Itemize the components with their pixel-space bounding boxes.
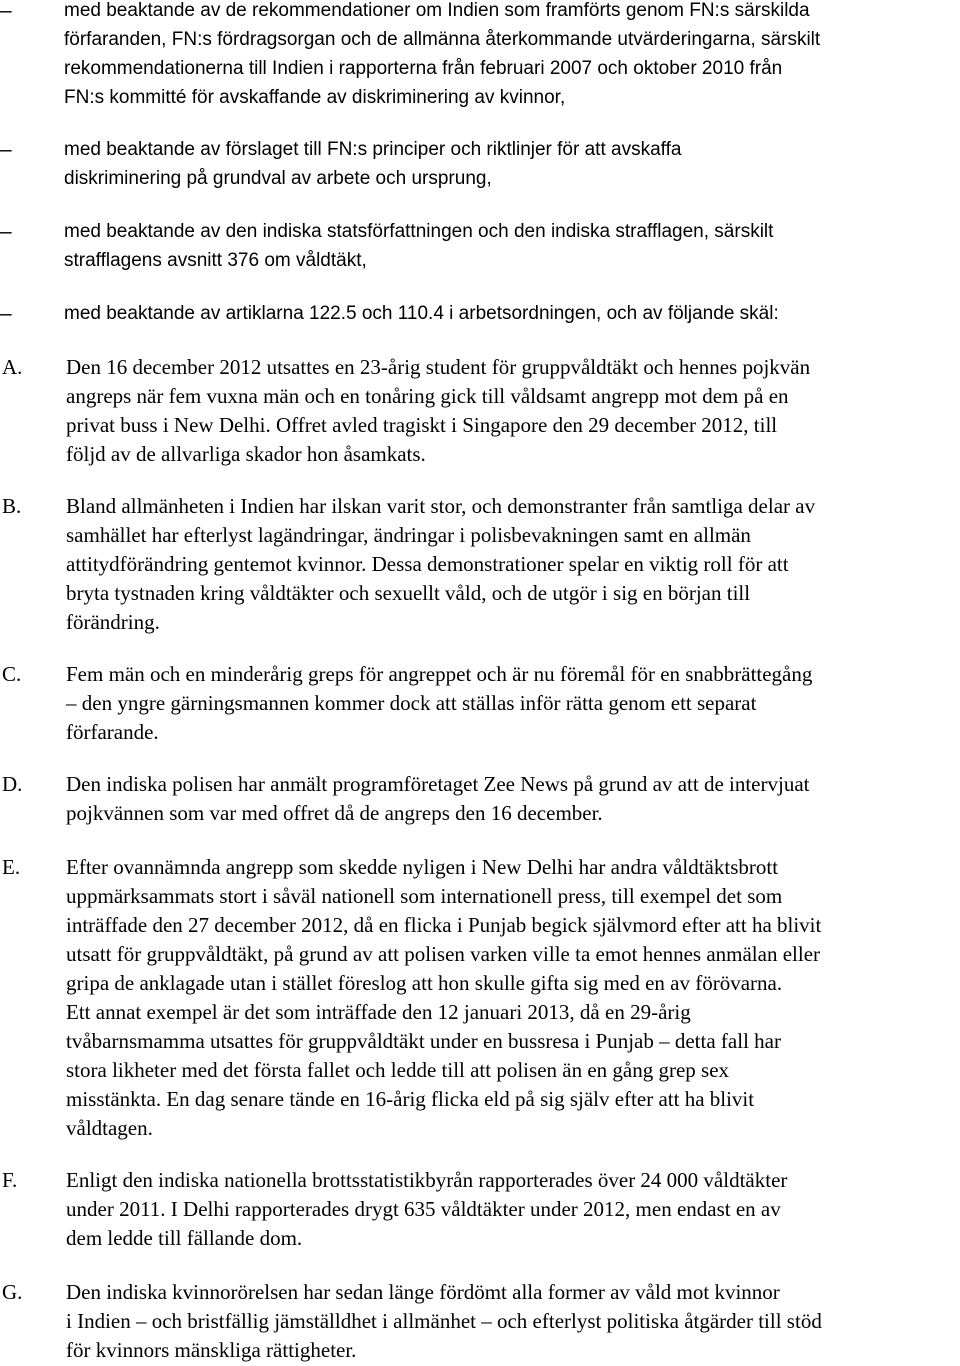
recital-item-e [0, 853, 960, 1143]
text-line: för kvinnors mänskliga rättigheter. [66, 1338, 357, 1362]
recital-marker: A. [2, 355, 23, 379]
text-line: pojkvännen som var med offret då de angreps den 16 december. [66, 801, 603, 825]
text-line: Den 16 december 2012 utsattes en 23-årig student för gruppvåldtäkt och hennes pojkvän [66, 355, 811, 379]
text-line: diskriminering på grundval av arbete och ursprung, [64, 168, 492, 189]
text-line: Fem män och en minderårig greps för angreppet och är nu föremål för en snabbrättegång [66, 662, 813, 686]
recital-item-f [0, 1166, 960, 1253]
text-line: uppmärksammats stort i såväl nationell som internationell press, till exempel det som [66, 884, 783, 908]
recital-text [66, 1166, 960, 1253]
text-line: i Indien – och bristfällig jämställdhet i allmänhet – och efterlyst politiska åtgärder till stöd [66, 1309, 822, 1333]
text-line: med beaktande av förslaget till FN:s principer och riktlinjer för att avskaffa [64, 139, 682, 160]
text-line: Den indiska kvinnorörelsen har sedan länge fördömt alla former av våld mot kvinnor [66, 1280, 780, 1304]
dash-item [0, 299, 960, 328]
text-line: rekommendationerna till Indien i rapporterna från februari 2007 och oktober 2010 från [64, 58, 783, 79]
dash-item [0, 217, 960, 275]
text-line: Bland allmänheten i Indien har ilskan varit stor, och demonstranter från samtliga delar av [66, 494, 816, 518]
recital-text [66, 492, 960, 637]
text-line: Efter ovannämnda angrepp som skedde nyligen i New Delhi har andra våldtäktsbrott [66, 855, 779, 879]
dash-marker: – [0, 138, 12, 161]
text-line: stora likheter med det första fallet och ledde till att polisen än en gång grep sex [66, 1058, 730, 1082]
text-line: misstänkta. En dag senare tände en 16-årig flicka eld på sig själv efter att ha blivit [66, 1087, 755, 1111]
dash-marker: – [0, 302, 12, 325]
text-line: inträffade den 27 december 2012, då en flicka i Punjab begick självmord efter att ha blivit [66, 913, 822, 937]
recital-marker: B. [2, 494, 22, 518]
recital-marker: D. [2, 772, 23, 796]
recital-item-d [0, 770, 960, 828]
text-line: gripa de anklagade utan i stället föreslog att hon skulle gifta sig med en av förövarna. [66, 971, 783, 995]
text-line: Den indiska polisen har anmält programföretaget Zee News på grund av att de intervjuat [66, 772, 810, 796]
recital-marker: C. [2, 662, 22, 686]
dash-item-text [64, 217, 960, 275]
recital-item-g [0, 1278, 960, 1365]
recital-text [66, 853, 960, 1143]
recital-text [66, 1278, 960, 1365]
text-line: våldtagen. [66, 1116, 153, 1140]
text-line: samhället har efterlyst lagändringar, ändringar i polisbevakningen samt en allmän [66, 523, 751, 547]
text-line: dem ledde till fällande dom. [66, 1226, 303, 1250]
dash-marker: – [0, 0, 12, 22]
text-line: attitydförändring gentemot kvinnor. Dessa demonstrationer spelar en viktig roll för att [66, 552, 789, 576]
dash-item [0, 135, 960, 193]
recital-item-c [0, 660, 960, 747]
dash-item [0, 0, 960, 112]
text-line: tvåbarnsmamma utsattes för gruppvåldtäkt under en bussresa i Punjab – detta fall har [66, 1029, 781, 1053]
dash-item-text [64, 135, 960, 193]
recital-text [66, 770, 960, 828]
text-line: – den yngre gärningsmannen kommer dock att ställas inför rätta genom ett separat [66, 691, 757, 715]
text-line: förfarande. [66, 720, 159, 744]
text-line: med beaktande av artiklarna 122.5 och 110.4 i arbetsordningen, och av följande skäl: [64, 303, 779, 324]
text-line: FN:s kommitté för avskaffande av diskriminering av kvinnor, [64, 87, 566, 108]
recital-text [66, 353, 960, 469]
text-line: med beaktande av de rekommendationer om Indien som framförts genom FN:s särskilda [64, 0, 810, 21]
text-line: följd av de allvarliga skador hon åsamkats. [66, 442, 426, 466]
text-line: utsatt för gruppvåldtäkt, på grund av att polisen varken ville ta emot hennes anmälan eller [66, 942, 821, 966]
dash-item-text [64, 0, 960, 112]
recital-text [66, 660, 960, 747]
recital-item-b [0, 492, 960, 637]
text-line: med beaktande av den indiska statsförfattningen och den indiska strafflagen, särskilt [64, 221, 774, 242]
text-line: Ett annat exempel är det som inträffade den 12 januari 2013, då en 29-årig [66, 1000, 691, 1024]
text-line: Enligt den indiska nationella brottsstatistikbyrån rapporterades över 24 000 våldtäkter [66, 1168, 788, 1192]
text-line: förfaranden, FN:s fördragsorgan och de allmänna återkommande utvärderingarna, särskilt [64, 29, 821, 50]
dash-item-text [64, 299, 960, 328]
recital-marker: F. [2, 1168, 18, 1192]
recital-marker: E. [2, 855, 21, 879]
text-line: privat buss i New Delhi. Offret avled tragiskt i Singapore den 29 december 2012, till [66, 413, 778, 437]
recital-item-a [0, 353, 960, 469]
text-line: strafflagens avsnitt 376 om våldtäkt, [64, 250, 367, 271]
text-line: förändring. [66, 610, 160, 634]
text-line: under 2011. I Delhi rapporterades drygt 635 våldtäkter under 2012, men endast en av [66, 1197, 781, 1221]
text-line: bryta tystnaden kring våldtäkter och sexuellt våld, och de utgör i sig en början till [66, 581, 751, 605]
dash-marker: – [0, 220, 12, 243]
recital-marker: G. [2, 1280, 23, 1304]
text-line: angreps när fem vuxna män och en tonåring gick till våldsamt angrepp mot dem på en [66, 384, 789, 408]
